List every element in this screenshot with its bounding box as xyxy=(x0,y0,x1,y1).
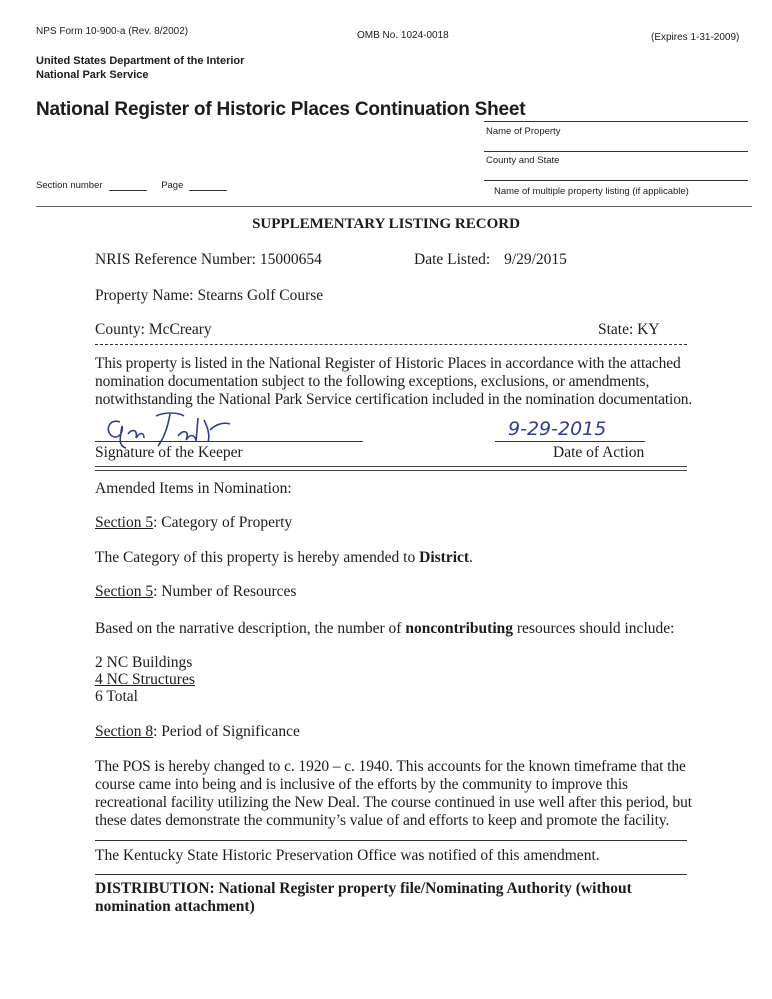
sheet-title: National Register of Historic Places Continuation Sheet xyxy=(36,99,526,120)
category-end: . xyxy=(469,549,473,566)
county-and-state-label: County and State xyxy=(486,155,560,166)
section-5-title: : Category of Property xyxy=(153,514,293,531)
county: County: McCreary xyxy=(95,321,212,338)
svg-text:9-29-2015: 9-29-2015 xyxy=(508,418,606,440)
section-number-field xyxy=(36,179,227,191)
signature-of-keeper-label: Signature of the Keeper xyxy=(95,444,243,461)
date-of-action-label: Date of Action xyxy=(553,444,645,461)
date-listed-label: Date Listed: xyxy=(414,251,491,268)
section-8-ref: Section 8 xyxy=(95,723,154,740)
section-number-label: Section number xyxy=(36,180,103,191)
date-listed-value: 9/29/2015 xyxy=(504,251,567,268)
department-name: United States Department of the Interior xyxy=(36,55,245,67)
section-5-ref: Section 5 xyxy=(95,514,154,531)
section-8-title: : Period of Significance xyxy=(153,723,300,740)
page-blank xyxy=(189,179,227,191)
category-amendment xyxy=(95,549,473,567)
omb-number: OMB No. 1024-0018 xyxy=(357,30,449,41)
county-state-line xyxy=(484,151,748,152)
form-number: NPS Form 10-900-a (Rev. 8/2002) xyxy=(36,26,189,37)
date-listed xyxy=(414,251,567,269)
category-text: The Category of this property is hereby amended to xyxy=(95,549,420,566)
section-5-resources-ref: Section 5 xyxy=(95,583,154,600)
nc-structures: 4 NC Structures xyxy=(95,671,195,688)
shpo-note: The Kentucky State Historic Preservation Office was notified of this amendment. xyxy=(95,847,600,864)
nris-reference: NRIS Reference Number: 15000654 xyxy=(95,251,322,268)
date-of-action-line xyxy=(495,441,645,442)
property-name-line xyxy=(484,121,748,122)
category-value: District xyxy=(419,549,470,566)
resources-bold: noncontributing xyxy=(405,620,514,637)
pos-divider xyxy=(95,840,687,841)
resources-post: resources should include: xyxy=(513,620,675,637)
multiple-listing-line xyxy=(484,180,748,181)
name-of-property-label: Name of Property xyxy=(486,126,561,137)
handwritten-date-icon xyxy=(506,413,606,443)
section-5-category-heading xyxy=(95,514,292,532)
multiple-listing-label: Name of multiple property listing (if applicable) xyxy=(494,186,689,197)
header-divider xyxy=(36,206,752,207)
shpo-divider xyxy=(95,874,687,875)
amended-items-label: Amended Items in Nomination: xyxy=(95,480,292,497)
property-name: Property Name: Stearns Golf Course xyxy=(95,287,324,304)
dashed-divider xyxy=(95,344,687,345)
state: State: KY xyxy=(598,321,660,338)
pos-paragraph: The POS is hereby changed to c. 1920 – c. 1940. This accounts for the known timeframe that the course came into being and is inclusive of the efforts by the community to improve this recreational facility utilizing the New Deal. The course continued in use well after this period, but these dates demonstrate the community’s value of and efforts to keep and promote the facility. xyxy=(95,758,692,829)
service-name: National Park Service xyxy=(36,69,149,81)
page-label: Page xyxy=(161,180,184,191)
nc-total: 6 Total xyxy=(95,688,138,705)
signature-line xyxy=(95,441,363,442)
resources-statement xyxy=(95,620,674,638)
nc-buildings: 2 NC Buildings xyxy=(95,654,193,671)
section-5-resources-heading xyxy=(95,583,296,601)
section-8-heading xyxy=(95,723,300,741)
record-heading: SUPPLEMENTARY LISTING RECORD xyxy=(252,216,520,232)
section-number-blank xyxy=(109,179,147,191)
section-5-resources-title: : Number of Resources xyxy=(153,583,297,600)
distribution-note: DISTRIBUTION: National Register property file/Nominating Authority (without nomination attachment) xyxy=(95,880,632,915)
expiration-date: (Expires 1-31-2009) xyxy=(651,32,740,43)
resources-pre: Based on the narrative description, the number of xyxy=(95,620,406,637)
signature-divider xyxy=(95,466,687,471)
intro-paragraph: This property is listed in the National Register of Historic Places in accordance with the attached nomination documentation subject to the following exceptions, exclusions, or amendments, notwithstanding the National Park Service certification included in the nomination documentation. xyxy=(95,355,693,408)
